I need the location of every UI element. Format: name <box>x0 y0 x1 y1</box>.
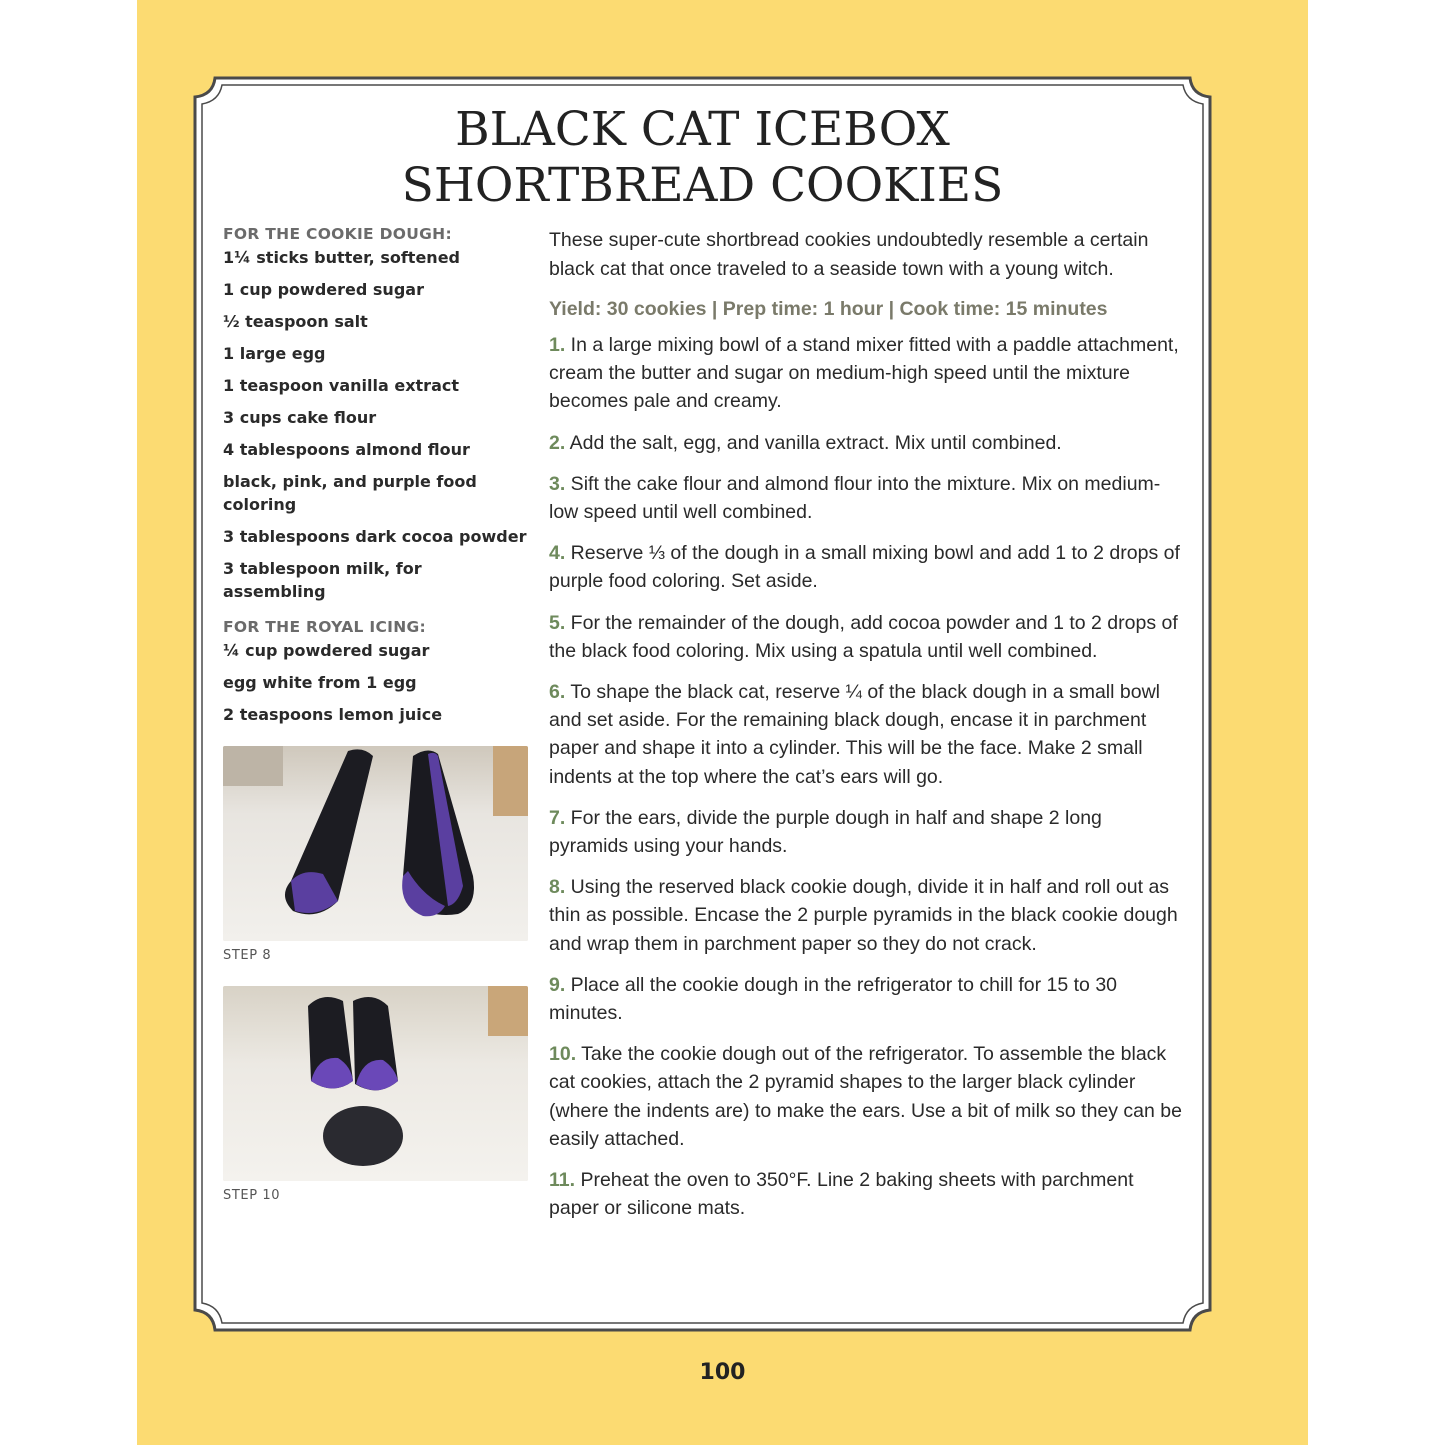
step-number: 5. <box>549 611 566 634</box>
step-text: Take the cookie dough out of the refrigerator. To assemble the black cat cookies, attach the 2 pyramid shapes to the larger black cylinder (where the indents are) to make the ears. Use a bit of milk so they can be easily attached. <box>549 1043 1182 1150</box>
step-item <box>549 678 1184 791</box>
recipe-title <box>210 102 1195 214</box>
cookie-dough-list <box>223 246 528 603</box>
step-text: In a large mixing bowl of a stand mixer fitted with a paddle attachment, cream the butter and sugar on medium-high speed until the mixture becomes pale and creamy. <box>549 334 1179 413</box>
step-item <box>549 804 1184 860</box>
ingredient-item: 2 teaspoons lemon juice <box>223 705 443 724</box>
step-item <box>549 1040 1184 1153</box>
step-number: 3. <box>549 472 566 495</box>
step-item <box>549 539 1184 595</box>
royal-icing-list <box>223 639 528 726</box>
step-text: Add the salt, egg, and vanilla extract. Mix until combined. <box>565 431 1062 454</box>
ingredient-item: ½ teaspoon salt <box>223 312 368 331</box>
ingredient-item: 3 cups cake flour <box>223 408 377 427</box>
step-text: Using the reserved black cookie dough, divide it in half and roll out as thin as possible. Encase the 2 purple pyramids in the black cookie dough and wrap them in parchment paper so they do not crack. <box>549 876 1178 955</box>
step-10-photo <box>223 986 528 1181</box>
ingredients-column <box>223 222 528 1226</box>
recipe-title-line-1: BLACK CAT ICEBOX <box>455 102 950 157</box>
step-text: For the ears, divide the purple dough in half and shape 2 long pyramids using your hands. <box>549 806 1102 858</box>
step-text: Place all the cookie dough in the refrigerator to chill for 15 to 30 minutes. <box>549 973 1118 1025</box>
step-number: 2. <box>549 431 566 454</box>
recipe-intro: These super-cute shortbread cookies undoubtedly resemble a certain black cat that once traveled to a seaside town with a young witch. <box>549 229 1149 280</box>
step-item <box>549 1166 1184 1222</box>
step-text: Reserve ⅓ of the dough in a small mixing bowl and add 1 to 2 drops of purple food coloring. Set aside. <box>549 542 1180 593</box>
step-number: 11. <box>549 1169 576 1192</box>
ingredient-item: ¼ cup powdered sugar <box>223 641 430 660</box>
ingredient-item: black, pink, and purple food coloring <box>223 472 477 514</box>
step-number: 10. <box>549 1043 577 1066</box>
step-number: 4. <box>549 542 566 565</box>
ingredient-item: egg white from 1 egg <box>223 673 417 692</box>
ingredient-item: 3 tablespoon milk, for assembling <box>223 559 422 601</box>
royal-icing-heading: FOR THE ROYAL ICING: <box>223 618 426 636</box>
ingredient-item: 1 large egg <box>223 344 326 363</box>
step-number: 7. <box>549 806 566 829</box>
step-number: 8. <box>549 876 566 899</box>
recipe-title-line-2: SHORTBREAD COOKIES <box>401 158 1004 213</box>
ingredient-item: 1¼ sticks butter, softened <box>223 248 460 267</box>
step-8-caption: STEP 8 <box>223 948 272 963</box>
step-item <box>549 873 1184 958</box>
cookie-dough-heading: FOR THE COOKIE DOUGH: <box>223 225 452 243</box>
step-text: For the remainder of the dough, add cocoa powder and 1 to 2 drops of the black food coloring. Mix using a spatula until well combined. <box>549 611 1178 662</box>
instructions-column <box>549 226 1184 1235</box>
ingredient-item: 1 teaspoon vanilla extract <box>223 376 459 395</box>
step-number: 9. <box>549 973 566 996</box>
step-8-photo <box>223 746 528 941</box>
step-10-caption: STEP 10 <box>223 1188 281 1203</box>
step-text: Sift the cake flour and almond flour into the mixture. Mix on medium-low speed until well combined. <box>549 472 1161 524</box>
step-item <box>549 331 1184 416</box>
step-item <box>549 971 1184 1027</box>
step-number: 6. <box>549 681 566 704</box>
ingredient-item: 4 tablespoons almond flour <box>223 440 470 459</box>
steps-list <box>549 331 1184 1222</box>
step-item <box>549 609 1184 665</box>
step-number: 1. <box>549 334 566 356</box>
step-item <box>549 429 1184 457</box>
page-number: 100 <box>699 1360 746 1385</box>
step-text: Preheat the oven to 350°F. Line 2 baking sheets with parchment paper or silicone mats. <box>549 1169 1134 1220</box>
step-item <box>549 470 1184 526</box>
step-text: To shape the black cat, reserve ¼ of the black dough in a small bowl and set aside. For the remaining black dough, encase it in parchment paper and shape it into a cylinder. This will be the face. Make 2 small indents at the top where the cat’s ears will go. <box>549 681 1160 788</box>
recipe-meta: Yield: 30 cookies | Prep time: 1 hour | Cook time: 15 minutes <box>549 298 1108 320</box>
ingredient-item: 3 tablespoons dark cocoa powder <box>223 527 527 546</box>
ingredient-item: 1 cup powdered sugar <box>223 280 424 299</box>
